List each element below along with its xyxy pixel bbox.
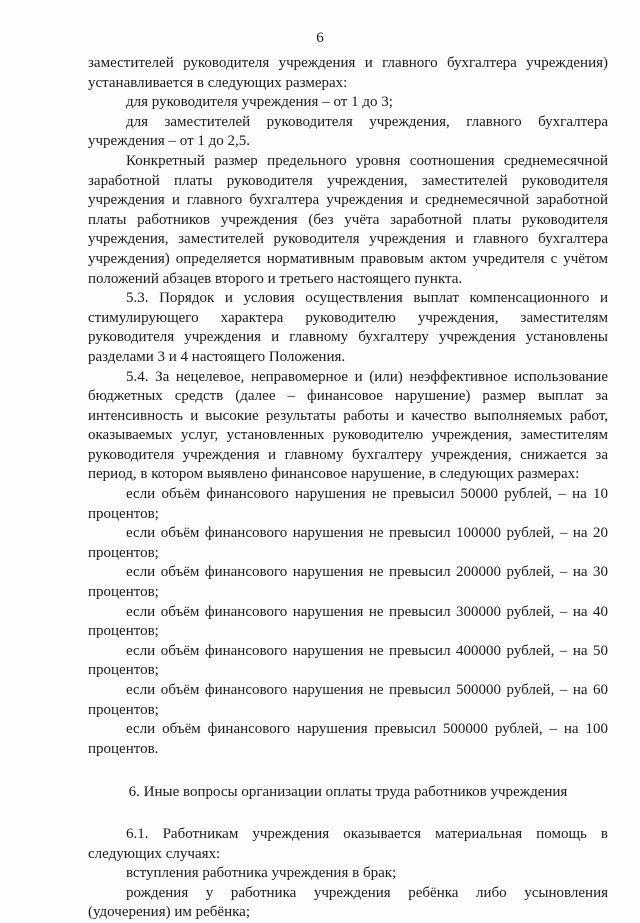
list-item-violation: если объём финансового нарушения не превысил 200000 рублей, – на 30 процентов; (88, 564, 608, 601)
document-body (88, 54, 608, 923)
paragraph-specific-ratio: Конкретный размер предельного уровня соотношения среднемесячной заработной платы руководителя учреждения, заместителей руководителя учреждения и главного бухгалтера учреждения и среднемесячной заработной платы работников учреждения (без учёта заработной платы руководителя учреждения, заместителей руководителя учреждения и главного бухгалтера учреждения) определяется нормативным правовым актом учредителя с учётом положений абзацев второго и третьего настоящего пункта. (88, 152, 608, 287)
paragraph-6-1: 6.1. Работникам учреждения оказывается материальная помощь в следующих случаях: (88, 825, 608, 862)
list-item-violation: если объём финансового нарушения не превысил 400000 рублей, – на 50 процентов; (88, 642, 608, 679)
paragraph-head-ratio: для руководителя учреждения – от 1 до 3; (126, 94, 393, 111)
list-item-violation: если объём финансового нарушения не превысил 50000 рублей, – на 10 процентов; (88, 486, 608, 522)
list-item-violation: если объём финансового нарушения не превысил 100000 рублей, – на 20 процентов; (88, 525, 608, 561)
list-item-violation: если объём финансового нарушения не превысил 500000 рублей, – на 60 процентов; (88, 682, 608, 718)
list-item-aid-case: вступления работника учреждения в брак; (126, 865, 397, 882)
list-item-violation: если объём финансового нарушения не превысил 300000 рублей, – на 40 процентов; (88, 603, 608, 640)
paragraph-5-4: 5.4. За нецелевое, неправомерное и (или) неэффективное использование бюджетных средств (далее – финансовое нарушение) размер выплат за интенсивность и высокие результаты работы и качество выполняемых работ, оказываемых услуг, установленных руководителю учреждения, заместителям руководителя учреждения и главному бухгалтеру учреждения, снижается за период, в котором выявлено финансовое нарушение, в следующих размерах: (88, 368, 608, 483)
section-heading-6: 6. Иные вопросы организации оплаты труда работников учреждения (128, 784, 568, 801)
paragraph-5-3: 5.3. Порядок и условия осуществления выплат компенсационного и стимулирующего характера руководителю учреждения, заместителям руководителя учреждения и главному бухгалтеру учреждения установлены разделами 3 и 4 настоящего Положения. (88, 290, 608, 365)
list-item-aid-case: рождения у работника учреждения ребёнка либо усыновления (удочерения) им ребёнка; (88, 884, 608, 921)
paragraph-continuation: заместителей руководителя учреждения и главного бухгалтера учреждения) устанавливается в следующих размерах: (88, 55, 608, 91)
page-number: 6 (316, 30, 324, 46)
list-item-violation: если объём финансового нарушения превысил 500000 рублей, – на 100 процентов. (88, 721, 608, 757)
paragraph-deputy-ratio: для заместителей руководителя учреждения, главного бухгалтера учреждения – от 1 до 2,5. (88, 113, 608, 150)
